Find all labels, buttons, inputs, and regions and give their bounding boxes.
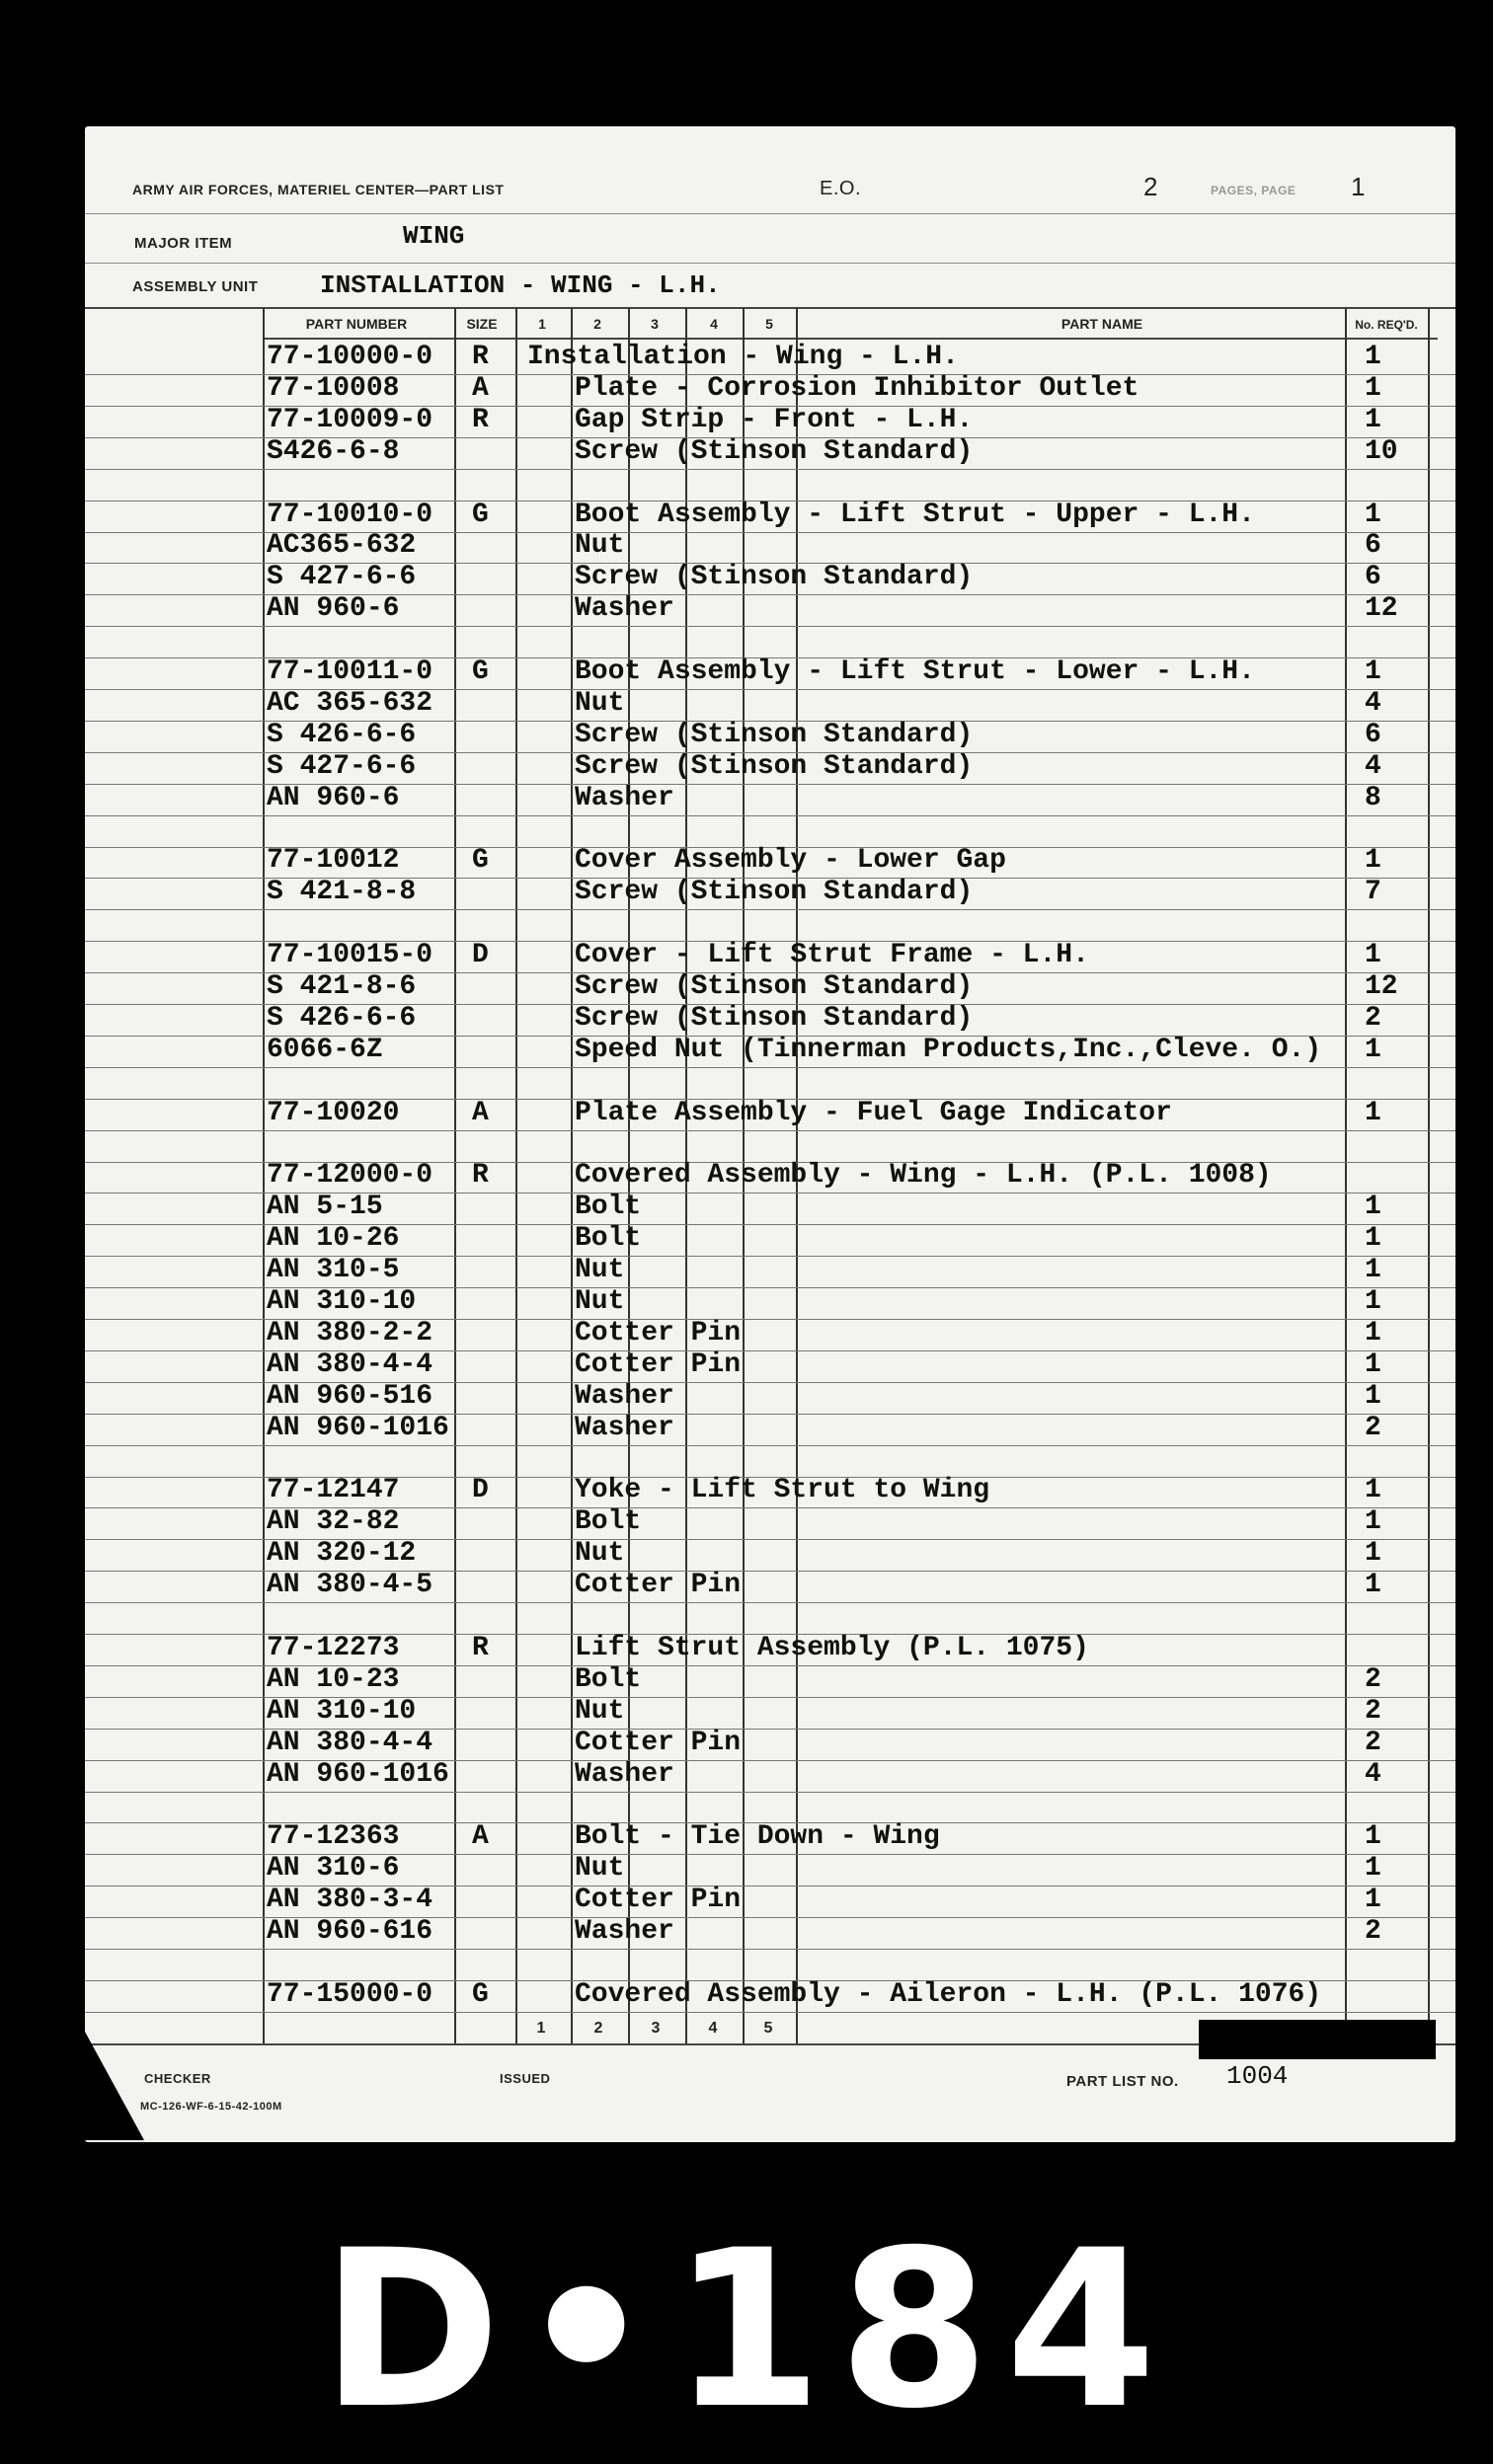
part-name: Gap Strip - Front - L.H. — [575, 405, 974, 435]
footer-level-2: 2 — [593, 2020, 603, 2037]
part-number: AN 32-82 — [267, 1506, 400, 1537]
quantity-required: 2 — [1365, 1696, 1381, 1727]
quantity-required: 4 — [1365, 751, 1381, 782]
eo-label: E.O. — [820, 178, 862, 199]
part-name: Installation - Wing - L.H. — [527, 342, 959, 372]
part-name: Screw (Stinson Standard) — [575, 436, 974, 467]
size-code: G — [472, 845, 489, 876]
footer-level-1: 1 — [536, 2020, 546, 2037]
part-number: 77-10008 — [267, 373, 400, 404]
part-number: AN 380-4-4 — [267, 1349, 433, 1380]
quantity-required: 1 — [1365, 1853, 1381, 1884]
table-row — [85, 1037, 1455, 1068]
quantity-required: 2 — [1365, 1003, 1381, 1034]
quantity-required: 1 — [1365, 1349, 1381, 1380]
size-code: G — [472, 656, 489, 687]
part-number: 77-10015-0 — [267, 940, 433, 970]
part-number: AN 960-6 — [267, 783, 400, 813]
quantity-required: 6 — [1365, 562, 1381, 592]
torn-corner — [85, 2032, 144, 2140]
part-name: Speed Nut (Tinnerman Products,Inc.,Cleve. O.) — [575, 1035, 1322, 1065]
table-row — [85, 1446, 1455, 1478]
quantity-required: 2 — [1365, 1664, 1381, 1695]
table-row — [85, 1415, 1455, 1446]
part-number: AN 960-1016 — [267, 1413, 449, 1443]
table-row — [85, 816, 1455, 848]
part-name: Bolt — [575, 1192, 642, 1222]
quantity-required: 10 — [1365, 436, 1398, 467]
quantity-required: 2 — [1365, 1728, 1381, 1758]
part-name: Washer — [575, 783, 674, 813]
part-name: Washer — [575, 1916, 674, 1947]
part-number: 77-12147 — [267, 1475, 400, 1505]
quantity-required: 6 — [1365, 720, 1381, 750]
part-number: AN 310-5 — [267, 1255, 400, 1285]
quantity-required: 1 — [1365, 1098, 1381, 1128]
quantity-required: 12 — [1365, 971, 1398, 1002]
col-part-number: PART NUMBER — [305, 316, 408, 332]
pages-label: PAGES, PAGE — [1211, 184, 1297, 197]
quantity-required: 7 — [1365, 877, 1381, 907]
quantity-required: 1 — [1365, 1035, 1381, 1065]
table-row — [85, 1730, 1455, 1761]
table-row — [85, 753, 1455, 785]
part-number: S 421-8-6 — [267, 971, 417, 1002]
part-number: 77-10010-0 — [267, 500, 433, 530]
table-row — [85, 690, 1455, 722]
table-row — [85, 1508, 1455, 1540]
quantity-required: 1 — [1365, 1821, 1381, 1852]
quantity-required: 1 — [1365, 1318, 1381, 1348]
table-row — [85, 407, 1455, 438]
quantity-required: 1 — [1365, 405, 1381, 435]
part-number: 77-10012 — [267, 845, 400, 876]
part-number: S 427-6-6 — [267, 751, 417, 782]
part-list-sheet — [85, 126, 1455, 2142]
quantity-required: 1 — [1365, 1475, 1381, 1505]
part-number: S 427-6-6 — [267, 562, 417, 592]
quantity-required: 1 — [1365, 342, 1381, 372]
part-name: Cotter Pin — [575, 1349, 742, 1380]
table-row — [85, 1981, 1455, 2013]
part-number: S426-6-8 — [267, 436, 400, 467]
part-number: AN 380-4-4 — [267, 1728, 433, 1758]
part-number: AN 960-6 — [267, 593, 400, 624]
footer-level-5: 5 — [763, 2020, 773, 2037]
quantity-required: 1 — [1365, 1286, 1381, 1317]
part-number: AN 310-6 — [267, 1853, 400, 1884]
part-number: AN 320-12 — [267, 1538, 417, 1569]
table-row — [85, 438, 1455, 470]
part-name: Washer — [575, 1381, 674, 1412]
part-number: 77-10011-0 — [267, 656, 433, 687]
quantity-required: 12 — [1365, 593, 1398, 624]
major-item-label: MAJOR ITEM — [134, 235, 233, 252]
part-name: Screw (Stinson Standard) — [575, 562, 974, 592]
quantity-required: 1 — [1365, 940, 1381, 970]
part-number: 77-12273 — [267, 1633, 400, 1663]
major-item-value: WING — [403, 221, 465, 251]
table-row — [85, 1257, 1455, 1288]
size-code: R — [472, 1633, 489, 1663]
quantity-required: 1 — [1365, 1506, 1381, 1537]
table-row — [85, 1635, 1455, 1666]
size-code: G — [472, 1979, 489, 2010]
part-number: AC 365-632 — [267, 688, 433, 719]
part-number: 77-12363 — [267, 1821, 400, 1852]
part-number: AN 310-10 — [267, 1286, 417, 1317]
quantity-required: 2 — [1365, 1413, 1381, 1443]
table-row — [85, 595, 1455, 627]
frame-stamp: D•184 — [320, 2203, 1173, 2456]
table-row — [85, 1351, 1455, 1383]
issued-label: ISSUED — [500, 2071, 551, 2086]
table-row — [85, 1950, 1455, 1981]
table-row — [85, 1855, 1455, 1886]
table-row — [85, 1068, 1455, 1100]
part-number: AN 960-1016 — [267, 1759, 449, 1790]
part-name: Bolt — [575, 1506, 642, 1537]
part-name: Screw (Stinson Standard) — [575, 1003, 974, 1034]
footer-level-4: 4 — [708, 2020, 718, 2037]
table-row — [85, 879, 1455, 910]
part-name: Nut — [575, 688, 625, 719]
part-number: AN 310-10 — [267, 1696, 417, 1727]
part-list-no-value: 1004 — [1226, 2061, 1289, 2091]
part-number: AC365-632 — [267, 530, 417, 561]
table-row — [85, 1320, 1455, 1351]
quantity-required: 1 — [1365, 845, 1381, 876]
part-name: Cotter Pin — [575, 1318, 742, 1348]
size-code: R — [472, 1160, 489, 1191]
quantity-required: 2 — [1365, 1916, 1381, 1947]
part-name: Bolt — [575, 1223, 642, 1254]
table-row — [85, 564, 1455, 595]
part-name: Washer — [575, 593, 674, 624]
table-row — [85, 1005, 1455, 1037]
quantity-required: 1 — [1365, 373, 1381, 404]
table-row — [85, 375, 1455, 407]
part-name: Cotter Pin — [575, 1570, 742, 1600]
col-size: SIZE — [466, 316, 498, 332]
part-number: S 426-6-6 — [267, 1003, 417, 1034]
col-no-reqd: No. REQ'D. — [1355, 318, 1418, 332]
quantity-required: 8 — [1365, 783, 1381, 813]
table-row — [85, 942, 1455, 973]
size-code: A — [472, 1821, 489, 1852]
part-name: Nut — [575, 1853, 625, 1884]
size-code: D — [472, 940, 489, 970]
part-name: Nut — [575, 1538, 625, 1569]
assembly-unit-value: INSTALLATION - WING - L.H. — [320, 270, 721, 300]
col-level-1: 1 — [538, 316, 546, 332]
part-number: AN 380-3-4 — [267, 1885, 433, 1915]
table-row — [85, 1288, 1455, 1320]
part-name: Yoke - Lift Strut to Wing — [575, 1475, 990, 1505]
part-name: Nut — [575, 1286, 625, 1317]
table-row — [85, 1572, 1455, 1603]
part-name: Plate - Corrosion Inhibitor Outlet — [575, 373, 1139, 404]
quantity-required: 1 — [1365, 656, 1381, 687]
form-code: MC-126-WF-6-15-42-100M — [140, 2101, 282, 2113]
footer-level-3: 3 — [651, 2020, 661, 2037]
part-number: 6066-6Z — [267, 1035, 383, 1065]
part-name: Nut — [575, 1255, 625, 1285]
pages-total: 2 — [1143, 172, 1158, 201]
table-row — [85, 470, 1455, 501]
table-row — [85, 973, 1455, 1005]
size-code: A — [472, 373, 489, 404]
part-number: AN 5-15 — [267, 1192, 383, 1222]
table-row — [85, 344, 1455, 375]
table-row — [85, 1540, 1455, 1572]
part-name: Covered Assembly - Aileron - L.H. (P.L. 1076) — [575, 1979, 1322, 2010]
checker-label: CHECKER — [144, 2071, 211, 2086]
table-row — [85, 1918, 1455, 1950]
table-row — [85, 532, 1455, 564]
quantity-required: 1 — [1365, 1538, 1381, 1569]
table-row — [85, 1100, 1455, 1131]
part-number: 77-15000-0 — [267, 1979, 433, 2010]
part-name: Cotter Pin — [575, 1728, 742, 1758]
redaction-bar — [1199, 2020, 1436, 2059]
table-row — [85, 1698, 1455, 1730]
part-name: Bolt — [575, 1664, 642, 1695]
quantity-required: 4 — [1365, 688, 1381, 719]
quantity-required: 4 — [1365, 1759, 1381, 1790]
part-name: Boot Assembly - Lift Strut - Upper - L.H. — [575, 500, 1255, 530]
agency-heading: ARMY AIR FORCES, MATERIEL CENTER—PART LIST — [132, 182, 505, 197]
col-level-5: 5 — [765, 316, 773, 332]
col-level-2: 2 — [593, 316, 601, 332]
quantity-required: 1 — [1365, 1885, 1381, 1915]
col-level-3: 3 — [651, 316, 659, 332]
part-number: AN 380-2-2 — [267, 1318, 433, 1348]
part-name: Plate Assembly - Fuel Gage Indicator — [575, 1098, 1172, 1128]
part-name: Screw (Stinson Standard) — [575, 720, 974, 750]
part-name: Screw (Stinson Standard) — [575, 751, 974, 782]
table-row — [85, 501, 1455, 533]
part-name: Cover Assembly - Lower Gap — [575, 845, 1006, 876]
assembly-unit-label: ASSEMBLY UNIT — [132, 278, 259, 295]
size-code: A — [472, 1098, 489, 1128]
size-code: R — [472, 405, 489, 435]
part-number: 77-12000-0 — [267, 1160, 433, 1191]
part-name: Bolt - Tie Down - Wing — [575, 1821, 940, 1852]
table-row — [85, 847, 1455, 879]
part-list-no-label: PART LIST NO. — [1066, 2073, 1179, 2090]
col-level-4: 4 — [710, 316, 718, 332]
table-row — [85, 785, 1455, 816]
table-row — [85, 1194, 1455, 1225]
part-number: S 421-8-8 — [267, 877, 417, 907]
quantity-required: 1 — [1365, 1223, 1381, 1254]
size-code: G — [472, 500, 489, 530]
part-name: Lift Strut Assembly (P.L. 1075) — [575, 1633, 1089, 1663]
quantity-required: 1 — [1365, 1255, 1381, 1285]
table-row — [85, 1886, 1455, 1918]
part-number: 77-10009-0 — [267, 405, 433, 435]
part-name: Screw (Stinson Standard) — [575, 971, 974, 1002]
part-number: 77-10000-0 — [267, 342, 433, 372]
page-number: 1 — [1351, 172, 1366, 201]
col-part-name: PART NAME — [1061, 316, 1143, 332]
table-row — [85, 1792, 1455, 1823]
table-row — [85, 1477, 1455, 1508]
size-code: D — [472, 1475, 489, 1505]
table-row — [85, 1162, 1455, 1194]
part-number: AN 380-4-5 — [267, 1570, 433, 1600]
part-name: Washer — [575, 1413, 674, 1443]
part-number: AN 960-616 — [267, 1916, 433, 1947]
part-number: AN 10-23 — [267, 1664, 400, 1695]
table-row — [85, 627, 1455, 658]
part-name: Boot Assembly - Lift Strut - Lower - L.H. — [575, 656, 1255, 687]
part-number: AN 960-516 — [267, 1381, 433, 1412]
table-row — [85, 1666, 1455, 1698]
table-row — [85, 1131, 1455, 1163]
table-row — [85, 1823, 1455, 1855]
table-row — [85, 1761, 1455, 1793]
table-row — [85, 722, 1455, 753]
table-row — [85, 1225, 1455, 1257]
part-number: S 426-6-6 — [267, 720, 417, 750]
table-row — [85, 1603, 1455, 1635]
part-name: Covered Assembly - Wing - L.H. (P.L. 1008) — [575, 1160, 1272, 1191]
part-name: Nut — [575, 530, 625, 561]
part-number: 77-10020 — [267, 1098, 400, 1128]
quantity-required: 1 — [1365, 1192, 1381, 1222]
size-code: R — [472, 342, 489, 372]
quantity-required: 1 — [1365, 1381, 1381, 1412]
table-row — [85, 658, 1455, 690]
table-row — [85, 1383, 1455, 1415]
quantity-required: 1 — [1365, 1570, 1381, 1600]
part-number: AN 10-26 — [267, 1223, 400, 1254]
part-name: Cotter Pin — [575, 1885, 742, 1915]
part-name: Nut — [575, 1696, 625, 1727]
part-name: Screw (Stinson Standard) — [575, 877, 974, 907]
table-row — [85, 910, 1455, 942]
part-name: Cover - Lift Strut Frame - L.H. — [575, 940, 1089, 970]
quantity-required: 1 — [1365, 500, 1381, 530]
quantity-required: 6 — [1365, 530, 1381, 561]
part-name: Washer — [575, 1759, 674, 1790]
